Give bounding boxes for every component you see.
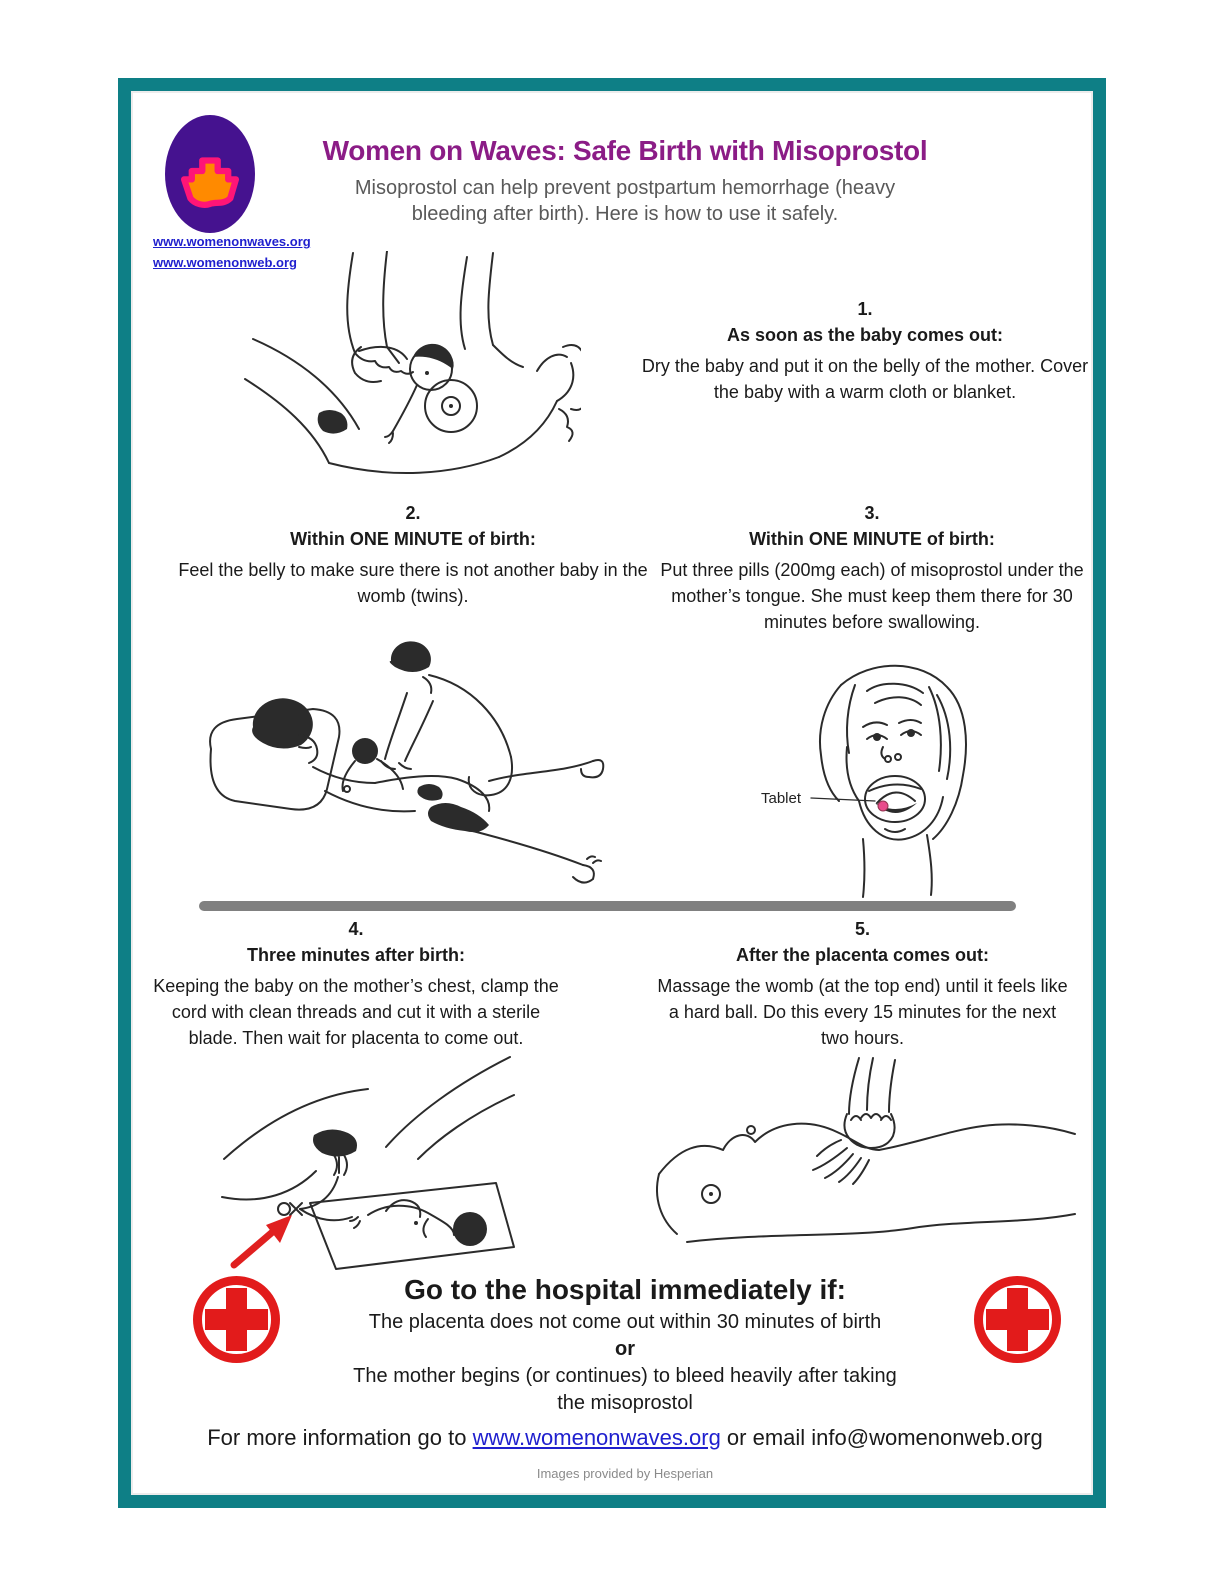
section-divider — [199, 901, 1016, 911]
step-1-body: Dry the baby and put it on the belly of the mother. Cover the baby with a warm cloth or blanket. — [641, 356, 1089, 402]
teal-frame — [118, 78, 1106, 1508]
link-womenonweb[interactable]: www.womenonweb.org — [153, 255, 297, 270]
footer-info — [144, 1425, 1106, 1451]
illustration-tablet-under-tongue — [755, 651, 1017, 899]
illustration-baby-on-belly — [241, 251, 581, 486]
image-credit: Images provided by Hesperian — [536, 1466, 714, 1481]
hospital-or: or — [615, 1338, 635, 1360]
header — [144, 135, 1106, 227]
footer-link-womenonwaves[interactable]: www.womenonwaves.org — [472, 1425, 721, 1450]
hospital-line-2: The mother begins (or continues) to bleed heavily after taking — [353, 1365, 897, 1387]
hospital-warning — [144, 1271, 1106, 1417]
step-5-number: 5. — [854, 919, 870, 939]
step-3 — [641, 500, 1103, 635]
step-2-number: 2. — [405, 503, 421, 523]
step-2-heading: Within ONE MINUTE of birth: — [290, 529, 536, 549]
illustration-cord-cut — [218, 1051, 518, 1276]
tablet-label: Tablet — [761, 790, 802, 807]
step-5-heading: After the placenta comes out: — [735, 945, 990, 965]
page-title: Women on Waves: Safe Birth with Misoprostol — [322, 135, 928, 166]
step-4-heading: Three minutes after birth: — [246, 945, 466, 965]
hospital-line-1: The placenta does not come out within 30 minutes of birth — [368, 1311, 882, 1333]
subtitle-line-1: Misoprostol can help prevent postpartum hemorrhage (heavy — [354, 177, 896, 199]
subtitle-line-2: bleeding after birth). Here is how to use it safely. — [411, 203, 839, 225]
step-4-number: 4. — [348, 919, 364, 939]
step-1-heading: As soon as the baby comes out: — [726, 325, 1004, 345]
hospital-heading: Go to the hospital immediately if: — [404, 1274, 846, 1305]
step-4-body: Keeping the baby on the mother’s chest, clamp the cord with clean threads and cut it with a sterile blade. Then wait for placenta to come out. — [153, 976, 559, 1048]
step-4 — [146, 916, 566, 1051]
step-1 — [631, 296, 1099, 405]
illustration-massage-womb — [651, 1056, 1083, 1263]
footer-prefix: For more information go to — [207, 1425, 473, 1450]
step-3-heading: Within ONE MINUTE of birth: — [749, 529, 995, 549]
step-5 — [655, 916, 1070, 1051]
step-3-number: 3. — [864, 503, 880, 523]
step-2-body: Feel the belly to make sure there is not another baby in the womb (twins). — [178, 560, 648, 606]
step-3-body: Put three pills (200mg each) of misoprostol under the mother’s tongue. She must keep them there for 30 minutes before swallowing. — [660, 560, 1084, 632]
link-womenonwaves[interactable]: www.womenonwaves.org — [153, 234, 311, 249]
step-1-number: 1. — [857, 299, 873, 319]
illustration-feel-belly — [195, 631, 607, 899]
hospital-line-3: the misoprostol — [557, 1392, 693, 1414]
page-subtitle — [144, 175, 1106, 227]
step-5-body: Massage the womb (at the top end) until it feels like a hard ball. Do this every 15 minutes for the next two hours. — [657, 976, 1068, 1048]
footer-suffix: or email info@womenonweb.org — [720, 1425, 1043, 1450]
step-2 — [153, 500, 673, 609]
